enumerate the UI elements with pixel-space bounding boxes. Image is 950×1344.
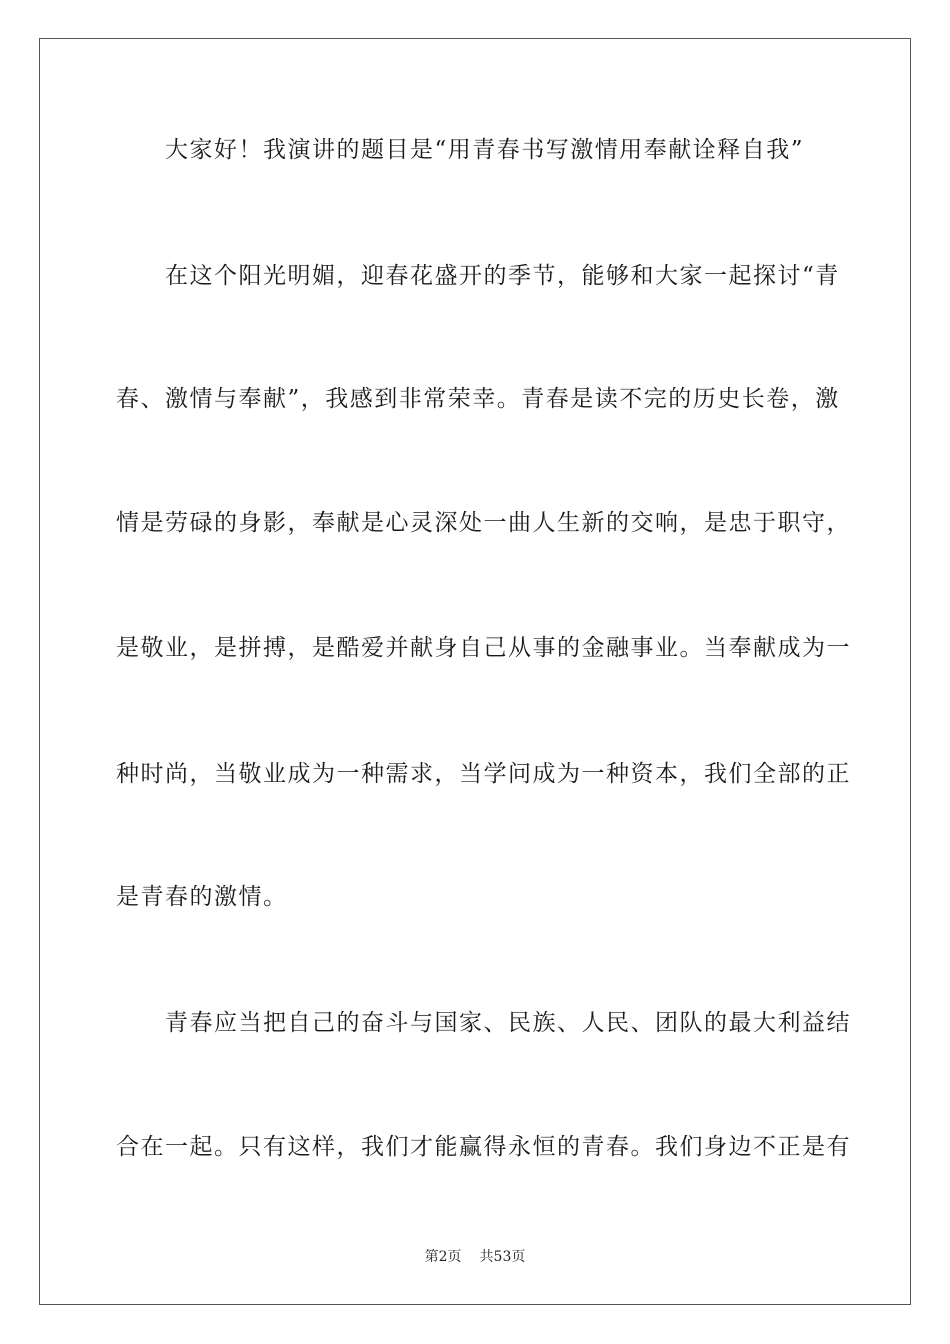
page-total: 共53页 [479, 1249, 526, 1265]
page-footer [0, 1248, 950, 1266]
text-line: 青春应当把自己的奋斗与国家、民族、人民、团队的最大利益结 [165, 1010, 851, 1036]
text-line: 大家好！我演讲的题目是“用青春书写激情用奉献诠释自我” [165, 137, 805, 163]
page-border [39, 38, 911, 1305]
text-line: 合在一起。只有这样，我们才能赢得永恒的青春。我们身边不正是有 [116, 1134, 851, 1160]
text-line: 是青春的激情。 [116, 884, 288, 910]
page-number: 第2页 [424, 1249, 462, 1265]
text-line: 在这个阳光明媚，迎春花盛开的季节，能够和大家一起探讨“青 [165, 263, 840, 289]
text-line: 春、激情与奉献”，我感到非常荣幸。青春是读不完的历史长卷，激 [116, 386, 840, 412]
text-line: 种时尚，当敬业成为一种需求，当学问成为一种资本，我们全部的正 [116, 761, 851, 787]
text-line: 是敬业，是拼搏，是酷爱并献身自己从事的金融事业。当奉献成为一 [116, 635, 851, 661]
text-line: 情是劳碌的身影，奉献是心灵深处一曲人生新的交响，是忠于职守， [116, 510, 851, 536]
